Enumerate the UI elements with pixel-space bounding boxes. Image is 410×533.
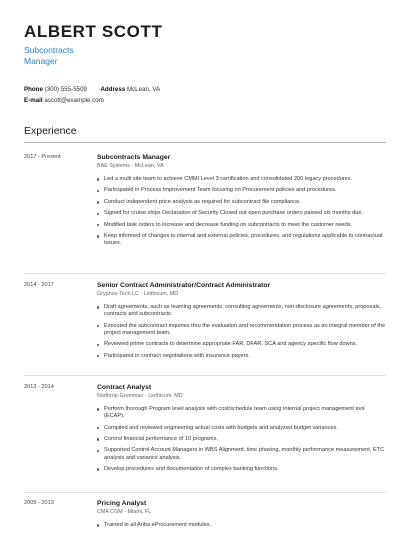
job-dates: 2014 - 2017 [24,282,54,288]
job-bullet: Trained in all Ariba eProcurement modules. [97,522,386,529]
title-line-1: Subcontracts [24,45,74,55]
job-bullet: Executed the subcontract inquiries thru the evaluation and recommendation process as an integral member of the project management team. [97,323,386,337]
job-bullets [97,522,386,529]
job-bullet: Signed for cruise ships Declaration of Security Closed out open purchase orders passed six months due. [97,210,386,217]
job-bullet: Reviewed prime contracts to determine appropriate FAR, DFAR, SCA and agency specific flow downs. [97,341,386,348]
job-dates: 2013 - 2014 [24,384,54,390]
company-location: Miami, FL [127,509,152,515]
separator-line [24,375,386,376]
company-name: Gryphon Tech LC [97,291,139,297]
job-bullet: Participated in Process Improvement Team focusing on Procurement policies and procedures. [97,187,386,194]
phone-label: Phone [24,86,43,93]
contact-info [24,86,160,108]
job-bullet: Modified task orders to increase and decrease funding on subcontracts to meet the customer needs. [97,222,386,229]
job-body [97,154,386,252]
job-bullet: Supported Control Account Managers in WBS Alignment, time phasing, monthly performance measurement, ETC analysis and variance analysis. [97,447,386,461]
candidate-name: ALBERT SCOTT [24,22,163,41]
address-label: Address [100,86,126,93]
separator-line [24,273,386,274]
address-value: McLean, VA [126,86,161,93]
job-bullet: Draft agreements, such as teaming agreements, consulting agreements, non-disclosure agreements, proposals, contracts and subcontracts. [97,304,386,318]
company-name: CMA CGM [97,509,123,515]
job-bullets [97,406,386,473]
job-body [97,282,386,364]
job-bullet: Led a multi site team to achieve CMMI Level 3 certification and consolidated 200 legacy procedures. [97,176,386,183]
job-bullet: Control financial performance of 10 programs. [97,436,386,443]
company-name: BAE Systems [97,163,130,169]
job-company: BAE Systems · McLean, VA [97,163,164,169]
job-bullets [97,304,386,360]
email-label: E-mail [24,97,43,104]
candidate-title [24,45,114,67]
company-location: McLean, VA [134,163,164,169]
job-body [97,500,386,533]
section-divider [24,142,386,143]
job-company: Northrop Grumman · Linthicum, MD [97,393,183,399]
company-location: Linthicum, MD [148,393,183,399]
job-role: Pricing Analyst [97,500,147,507]
email-value[interactable]: ascott@example.com [44,97,104,104]
job-bullets [97,176,386,247]
job-bullet: Develop procedures and documentation of complex banking functions. [97,466,386,473]
contact-row-1 [24,86,160,97]
separator-line [24,492,386,493]
job-company: CMA CGM · Miami, FL [97,509,152,515]
job-bullet: Keep informed of changes to internal and external policies, procedures, and regulations applicable to contractual issues. [97,233,386,247]
title-line-2: Manager [24,56,58,66]
experience-heading: Experience [24,125,77,137]
job-bullet: Perform thorough Program level analysis with cost/schedule team using internal project management tool (ECAP). [97,406,386,420]
job-dates: 2005 - 2013 [24,500,54,506]
job-company: Gryphon Tech LC · Linthicum, MD [97,291,179,297]
phone-value: (300) 555-5509 [44,86,87,93]
job-bullet: Conduct independent price analysis as required for subcontract file compliance. [97,199,386,206]
job-role: Contract Analyst [97,384,152,391]
job-role: Senior Contract Administrator/Contract Administrator [97,282,271,289]
company-location: Linthicum, MD [143,291,179,297]
job-role: Subcontracts Manager [97,154,171,161]
job-dates: 2017 - Present [24,154,61,160]
job-body [97,384,386,477]
company-name: Northrop Grumman [97,393,144,399]
job-bullet: Compiled and reviewed engineering actual costs with budgets and analyzed budget variances. [97,425,386,432]
contact-row-2 [24,97,160,108]
job-bullet: Participated in contract negotiations with insurance payers. [97,353,386,360]
